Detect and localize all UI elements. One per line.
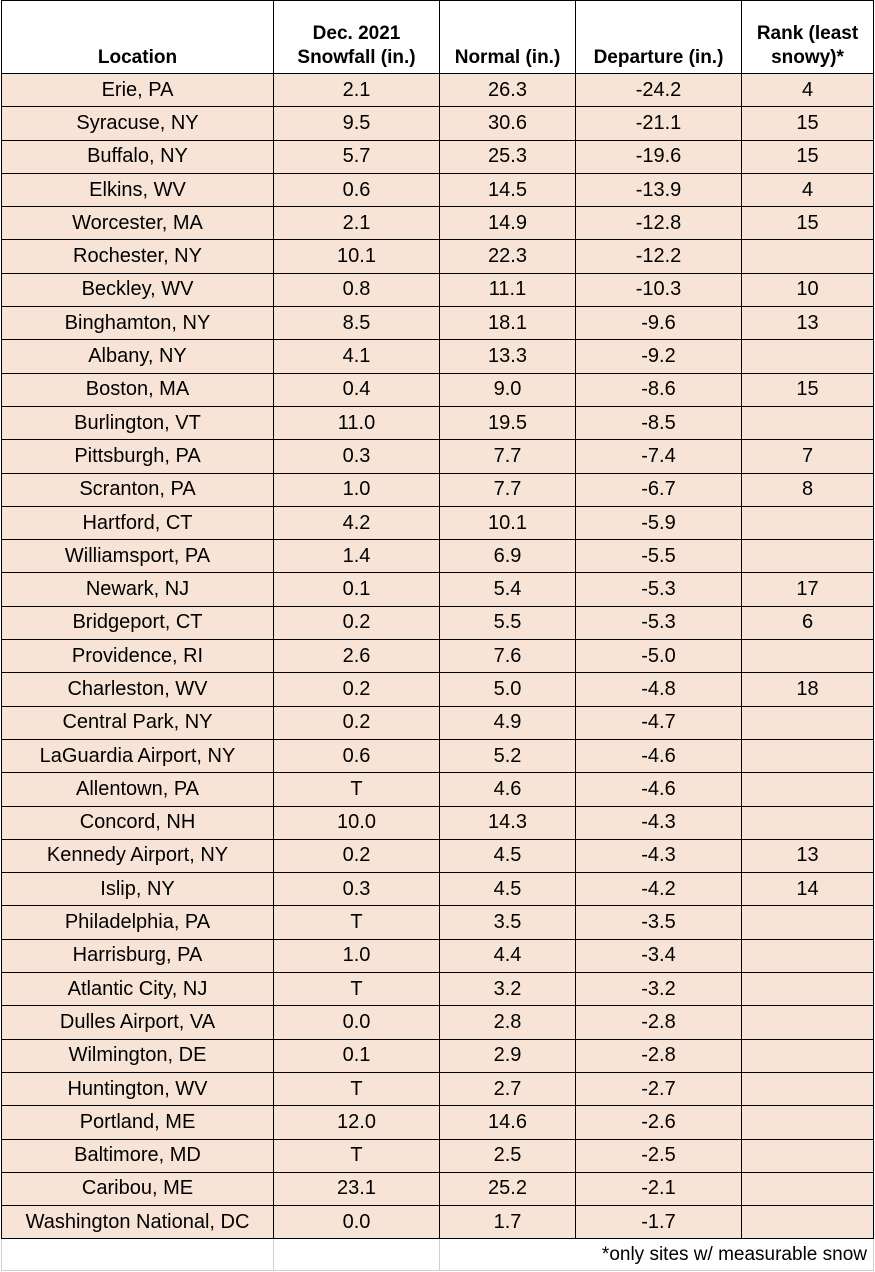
snowfall-cell: 0.0	[274, 1006, 440, 1039]
location-cell: Bridgeport, CT	[2, 606, 274, 639]
snowfall-cell: 2.1	[274, 207, 440, 240]
rank-cell: 17	[742, 573, 874, 606]
snowfall-cell: 0.2	[274, 673, 440, 706]
location-cell: Portland, ME	[2, 1106, 274, 1139]
snowfall-cell: 23.1	[274, 1172, 440, 1205]
table-row	[2, 1106, 874, 1139]
rank-cell: 15	[742, 107, 874, 140]
header-snowfall-line1: Dec. 2021	[312, 23, 401, 44]
rank-cell: 13	[742, 839, 874, 872]
rank-cell	[742, 340, 874, 373]
header-rank-line2: snowy)*	[771, 47, 844, 68]
header-location: Location	[2, 1, 274, 74]
rank-cell: 4	[742, 173, 874, 206]
normal-cell: 10.1	[440, 506, 576, 539]
rank-cell	[742, 240, 874, 273]
table-row	[2, 706, 874, 739]
rank-cell	[742, 1206, 874, 1239]
location-cell: Beckley, WV	[2, 273, 274, 306]
normal-cell: 4.5	[440, 839, 576, 872]
snowfall-cell: T	[274, 973, 440, 1006]
snowfall-cell: 10.0	[274, 806, 440, 839]
location-cell: Hartford, CT	[2, 506, 274, 539]
rank-cell: 18	[742, 673, 874, 706]
rank-cell	[742, 640, 874, 673]
location-cell: Worcester, MA	[2, 207, 274, 240]
snowfall-cell: 9.5	[274, 107, 440, 140]
departure-cell: -4.7	[576, 706, 742, 739]
footnote-spacer-1	[2, 1239, 274, 1271]
snowfall-cell: 2.6	[274, 640, 440, 673]
departure-cell: -3.5	[576, 906, 742, 939]
rank-cell: 13	[742, 307, 874, 340]
table-row	[2, 340, 874, 373]
rank-cell	[742, 773, 874, 806]
table-footer	[2, 1239, 874, 1271]
location-cell: Boston, MA	[2, 373, 274, 406]
departure-cell: -6.7	[576, 473, 742, 506]
normal-cell: 2.8	[440, 1006, 576, 1039]
normal-cell: 3.2	[440, 973, 576, 1006]
rank-cell	[742, 1172, 874, 1205]
footnote-spacer-2	[274, 1239, 440, 1271]
departure-cell: -4.8	[576, 673, 742, 706]
location-cell: Philadelphia, PA	[2, 906, 274, 939]
departure-cell: -5.3	[576, 573, 742, 606]
table-row	[2, 906, 874, 939]
table-row	[2, 1072, 874, 1105]
snowfall-table	[1, 0, 874, 1271]
departure-cell: -5.9	[576, 506, 742, 539]
location-cell: Newark, NJ	[2, 573, 274, 606]
departure-cell: -2.7	[576, 1072, 742, 1105]
departure-cell: -2.8	[576, 1039, 742, 1072]
rank-cell: 4	[742, 74, 874, 107]
location-cell: Kennedy Airport, NY	[2, 839, 274, 872]
header-snowfall-line2: Snowfall (in.)	[297, 47, 416, 68]
table-row	[2, 140, 874, 173]
snowfall-cell: 0.2	[274, 839, 440, 872]
normal-cell: 14.5	[440, 173, 576, 206]
table-row	[2, 1172, 874, 1205]
rank-cell	[742, 1039, 874, 1072]
departure-cell: -1.7	[576, 1206, 742, 1239]
rank-cell: 10	[742, 273, 874, 306]
table-row	[2, 606, 874, 639]
normal-cell: 4.9	[440, 706, 576, 739]
departure-cell: -4.6	[576, 773, 742, 806]
snowfall-cell: 5.7	[274, 140, 440, 173]
table-row	[2, 773, 874, 806]
table-row	[2, 473, 874, 506]
normal-cell: 2.5	[440, 1139, 576, 1172]
normal-cell: 5.5	[440, 606, 576, 639]
rank-cell	[742, 939, 874, 972]
rank-cell	[742, 739, 874, 772]
departure-cell: -5.5	[576, 540, 742, 573]
snowfall-cell: T	[274, 1072, 440, 1105]
snowfall-cell: T	[274, 1139, 440, 1172]
snowfall-cell: T	[274, 906, 440, 939]
departure-cell: -8.6	[576, 373, 742, 406]
location-cell: Caribou, ME	[2, 1172, 274, 1205]
rank-cell	[742, 540, 874, 573]
snowfall-cell: 0.1	[274, 1039, 440, 1072]
header-rank	[742, 1, 874, 74]
table-body	[2, 74, 874, 1239]
table-row	[2, 173, 874, 206]
normal-cell: 2.9	[440, 1039, 576, 1072]
snowfall-cell: 0.8	[274, 273, 440, 306]
table-row	[2, 107, 874, 140]
rank-cell	[742, 973, 874, 1006]
table-row	[2, 373, 874, 406]
table-row	[2, 207, 874, 240]
table-header	[2, 1, 874, 74]
table-row	[2, 939, 874, 972]
location-cell: Binghamton, NY	[2, 307, 274, 340]
location-cell: Elkins, WV	[2, 173, 274, 206]
snowfall-cell: 0.0	[274, 1206, 440, 1239]
normal-cell: 22.3	[440, 240, 576, 273]
rank-cell: 6	[742, 606, 874, 639]
rank-cell	[742, 806, 874, 839]
departure-cell: -7.4	[576, 440, 742, 473]
footnote: *only sites w/ measurable snow	[440, 1239, 874, 1271]
departure-cell: -19.6	[576, 140, 742, 173]
departure-cell: -4.6	[576, 739, 742, 772]
header-snowfall	[274, 1, 440, 74]
snowfall-cell: 0.6	[274, 739, 440, 772]
normal-cell: 6.9	[440, 540, 576, 573]
departure-cell: -5.3	[576, 606, 742, 639]
location-cell: Islip, NY	[2, 873, 274, 906]
location-cell: Rochester, NY	[2, 240, 274, 273]
rank-cell	[742, 406, 874, 439]
rank-cell: 15	[742, 207, 874, 240]
location-cell: Central Park, NY	[2, 706, 274, 739]
snowfall-cell: 1.4	[274, 540, 440, 573]
snowfall-cell: 1.0	[274, 939, 440, 972]
departure-cell: -9.2	[576, 340, 742, 373]
departure-cell: -13.9	[576, 173, 742, 206]
departure-cell: -2.1	[576, 1172, 742, 1205]
rank-cell: 8	[742, 473, 874, 506]
snowfall-cell: T	[274, 773, 440, 806]
rank-cell	[742, 1139, 874, 1172]
departure-cell: -9.6	[576, 307, 742, 340]
normal-cell: 13.3	[440, 340, 576, 373]
table-row	[2, 440, 874, 473]
normal-cell: 4.5	[440, 873, 576, 906]
snowfall-cell: 0.1	[274, 573, 440, 606]
normal-cell: 7.6	[440, 640, 576, 673]
departure-cell: -4.2	[576, 873, 742, 906]
location-cell: Atlantic City, NJ	[2, 973, 274, 1006]
departure-cell: -5.0	[576, 640, 742, 673]
table-row	[2, 307, 874, 340]
table-row	[2, 806, 874, 839]
departure-cell: -12.8	[576, 207, 742, 240]
departure-cell: -21.1	[576, 107, 742, 140]
snowfall-cell: 0.3	[274, 873, 440, 906]
normal-cell: 5.2	[440, 739, 576, 772]
location-cell: Albany, NY	[2, 340, 274, 373]
normal-cell: 25.2	[440, 1172, 576, 1205]
table-row	[2, 973, 874, 1006]
normal-cell: 5.4	[440, 573, 576, 606]
footnote-row	[2, 1239, 874, 1271]
rank-cell: 15	[742, 373, 874, 406]
location-cell: Scranton, PA	[2, 473, 274, 506]
snowfall-cell: 10.1	[274, 240, 440, 273]
location-cell: Harrisburg, PA	[2, 939, 274, 972]
normal-cell: 5.0	[440, 673, 576, 706]
table-row	[2, 673, 874, 706]
snowfall-cell: 0.3	[274, 440, 440, 473]
rank-cell	[742, 706, 874, 739]
normal-cell: 26.3	[440, 74, 576, 107]
location-cell: Pittsburgh, PA	[2, 440, 274, 473]
table-row	[2, 273, 874, 306]
snowfall-cell: 0.6	[274, 173, 440, 206]
location-cell: Concord, NH	[2, 806, 274, 839]
table-row	[2, 739, 874, 772]
table-row	[2, 74, 874, 107]
normal-cell: 18.1	[440, 307, 576, 340]
departure-cell: -2.5	[576, 1139, 742, 1172]
normal-cell: 2.7	[440, 1072, 576, 1105]
location-cell: Williamsport, PA	[2, 540, 274, 573]
normal-cell: 4.6	[440, 773, 576, 806]
header-normal: Normal (in.)	[440, 1, 576, 74]
snowfall-cell: 4.2	[274, 506, 440, 539]
location-cell: Wilmington, DE	[2, 1039, 274, 1072]
table-row	[2, 839, 874, 872]
snowfall-cell: 8.5	[274, 307, 440, 340]
departure-cell: -2.8	[576, 1006, 742, 1039]
rank-cell	[742, 1106, 874, 1139]
normal-cell: 11.1	[440, 273, 576, 306]
table-row	[2, 873, 874, 906]
rank-cell: 14	[742, 873, 874, 906]
snowfall-cell: 12.0	[274, 1106, 440, 1139]
location-cell: Providence, RI	[2, 640, 274, 673]
departure-cell: -24.2	[576, 74, 742, 107]
snowfall-cell: 0.2	[274, 706, 440, 739]
snowfall-cell: 11.0	[274, 406, 440, 439]
rank-cell	[742, 1006, 874, 1039]
location-cell: Charleston, WV	[2, 673, 274, 706]
location-cell: LaGuardia Airport, NY	[2, 739, 274, 772]
snowfall-cell: 0.2	[274, 606, 440, 639]
departure-cell: -3.4	[576, 939, 742, 972]
normal-cell: 3.5	[440, 906, 576, 939]
table-row	[2, 406, 874, 439]
normal-cell: 14.6	[440, 1106, 576, 1139]
normal-cell: 4.4	[440, 939, 576, 972]
location-cell: Syracuse, NY	[2, 107, 274, 140]
normal-cell: 9.0	[440, 373, 576, 406]
table-row	[2, 640, 874, 673]
location-cell: Dulles Airport, VA	[2, 1006, 274, 1039]
departure-cell: -8.5	[576, 406, 742, 439]
location-cell: Buffalo, NY	[2, 140, 274, 173]
rank-cell: 7	[742, 440, 874, 473]
normal-cell: 25.3	[440, 140, 576, 173]
departure-cell: -10.3	[576, 273, 742, 306]
rank-cell: 15	[742, 140, 874, 173]
location-cell: Burlington, VT	[2, 406, 274, 439]
normal-cell: 14.9	[440, 207, 576, 240]
rank-cell	[742, 1072, 874, 1105]
snowfall-cell: 4.1	[274, 340, 440, 373]
table-row	[2, 540, 874, 573]
normal-cell: 7.7	[440, 440, 576, 473]
location-cell: Erie, PA	[2, 74, 274, 107]
table-row	[2, 506, 874, 539]
table-row	[2, 573, 874, 606]
normal-cell: 7.7	[440, 473, 576, 506]
header-row	[2, 1, 874, 74]
departure-cell: -4.3	[576, 839, 742, 872]
departure-cell: -2.6	[576, 1106, 742, 1139]
rank-cell	[742, 906, 874, 939]
normal-cell: 30.6	[440, 107, 576, 140]
location-cell: Huntington, WV	[2, 1072, 274, 1105]
rank-cell	[742, 506, 874, 539]
table-row	[2, 1039, 874, 1072]
snowfall-cell: 0.4	[274, 373, 440, 406]
table-row	[2, 1139, 874, 1172]
header-departure: Departure (in.)	[576, 1, 742, 74]
snowfall-cell: 1.0	[274, 473, 440, 506]
table-row	[2, 1006, 874, 1039]
header-rank-line1: Rank (least	[756, 23, 859, 44]
snowfall-cell: 2.1	[274, 74, 440, 107]
location-cell: Washington National, DC	[2, 1206, 274, 1239]
table-row	[2, 240, 874, 273]
departure-cell: -3.2	[576, 973, 742, 1006]
normal-cell: 14.3	[440, 806, 576, 839]
normal-cell: 1.7	[440, 1206, 576, 1239]
departure-cell: -4.3	[576, 806, 742, 839]
departure-cell: -12.2	[576, 240, 742, 273]
normal-cell: 19.5	[440, 406, 576, 439]
location-cell: Allentown, PA	[2, 773, 274, 806]
location-cell: Baltimore, MD	[2, 1139, 274, 1172]
table-row	[2, 1206, 874, 1239]
